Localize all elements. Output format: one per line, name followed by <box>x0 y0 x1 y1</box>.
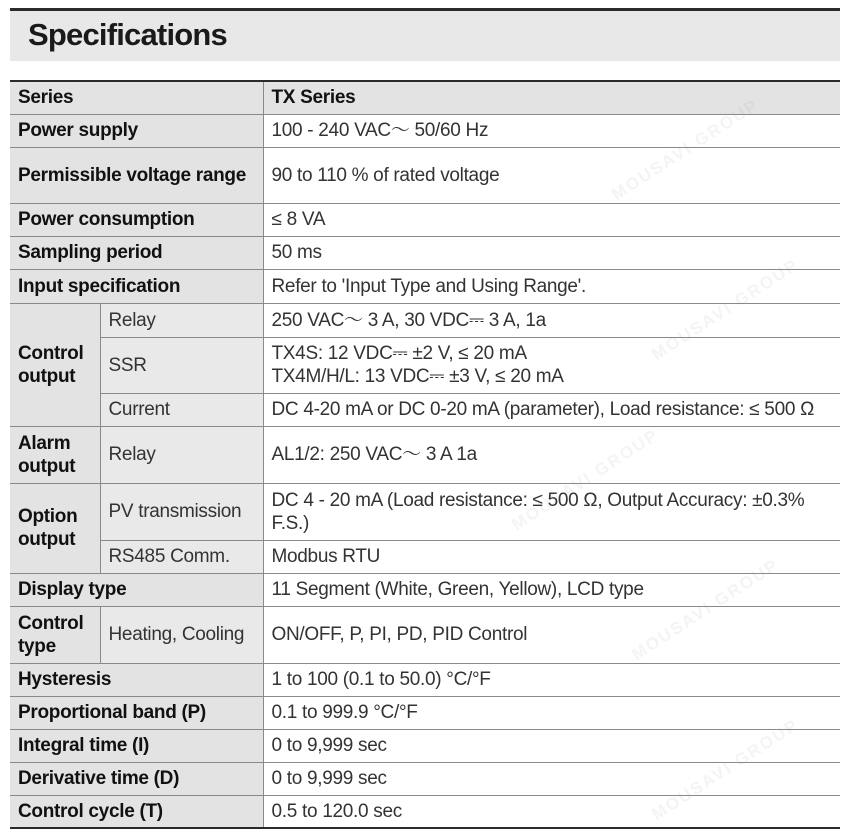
group-label-alarm-output: Alarm output <box>10 426 100 483</box>
row-label: Sampling period <box>10 236 263 269</box>
row-label: Input specification <box>10 269 263 303</box>
sub-label: Current <box>100 393 263 426</box>
table-row-sampling-period <box>10 236 840 269</box>
table-row-power-consumption <box>10 203 840 236</box>
row-value: 50 ms <box>263 236 840 269</box>
row-value: TX Series <box>263 81 840 114</box>
sub-label: Relay <box>100 303 263 337</box>
table-row-series <box>10 81 840 114</box>
row-value: DC 4 - 20 mA (Load resistance: ≤ 500 Ω, Output Accuracy: ±0.3% F.S.) <box>263 483 840 540</box>
row-label: Integral time (I) <box>10 729 263 762</box>
ssr-line-1: TX4S: 12 VDC⎓ ±2 V, ≤ 20 mA <box>271 343 527 364</box>
table-row-power-supply <box>10 114 840 147</box>
table-row-display-type <box>10 573 840 606</box>
table-row-input-specification <box>10 269 840 303</box>
row-value: Modbus RTU <box>263 540 840 573</box>
specifications-table <box>10 80 840 829</box>
group-label-control-output: Control output <box>10 303 100 426</box>
row-value: ON/OFF, P, PI, PD, PID Control <box>263 606 840 663</box>
table-row-control-cycle <box>10 795 840 828</box>
row-value: 0 to 9,999 sec <box>263 729 840 762</box>
row-value: 1 to 100 (0.1 to 50.0) °C/°F <box>263 663 840 696</box>
row-value: 250 VAC～ 3 A, 30 VDC⎓ 3 A, 1a <box>263 303 840 337</box>
row-value: 0 to 9,999 sec <box>263 762 840 795</box>
row-label: Control cycle (T) <box>10 795 263 828</box>
ssr-line-2: TX4M/H/L: 13 VDC⎓ ±3 V, ≤ 20 mA <box>271 366 564 387</box>
row-value <box>263 337 840 393</box>
table-row-control-output-ssr <box>10 337 840 393</box>
table-row-control-output-relay <box>10 303 840 337</box>
row-label: Derivative time (D) <box>10 762 263 795</box>
sub-label: Heating, Cooling <box>100 606 263 663</box>
sub-label: Relay <box>100 426 263 483</box>
row-label: Proportional band (P) <box>10 696 263 729</box>
sub-label: SSR <box>100 337 263 393</box>
sub-label: RS485 Comm. <box>100 540 263 573</box>
row-value: AL1/2: 250 VAC～ 3 A 1a <box>263 426 840 483</box>
row-label: Power supply <box>10 114 263 147</box>
group-label-option-output: Option output <box>10 483 100 573</box>
row-label: Series <box>10 81 263 114</box>
row-value: DC 4-20 mA or DC 0-20 mA (parameter), Load resistance: ≤ 500 Ω <box>263 393 840 426</box>
title-band <box>10 11 840 61</box>
row-value: 90 to 110 % of rated voltage <box>263 147 840 203</box>
row-value: 11 Segment (White, Green, Yellow), LCD type <box>263 573 840 606</box>
table-row-integral-time <box>10 729 840 762</box>
row-label: Display type <box>10 573 263 606</box>
table-row-control-output-current <box>10 393 840 426</box>
table-row-control-type <box>10 606 840 663</box>
table-row-hysteresis <box>10 663 840 696</box>
table-row-alarm-output <box>10 426 840 483</box>
row-value: 0.1 to 999.9 °C/°F <box>263 696 840 729</box>
row-value: Refer to 'Input Type and Using Range'. <box>263 269 840 303</box>
row-value: 100 - 240 VAC～ 50/60 Hz <box>263 114 840 147</box>
row-value: 0.5 to 120.0 sec <box>263 795 840 828</box>
row-value: ≤ 8 VA <box>263 203 840 236</box>
table-row-proportional-band <box>10 696 840 729</box>
page-title: Specifications <box>28 17 227 52</box>
sub-label: PV transmission <box>100 483 263 540</box>
row-label: Permissible voltage range <box>10 147 263 203</box>
row-label: Power consumption <box>10 203 263 236</box>
table-row-option-output-rs485 <box>10 540 840 573</box>
row-label: Hysteresis <box>10 663 263 696</box>
group-label-control-type: Control type <box>10 606 100 663</box>
table-row-derivative-time <box>10 762 840 795</box>
table-row-option-output-pv <box>10 483 840 540</box>
table-row-permissible-voltage <box>10 147 840 203</box>
